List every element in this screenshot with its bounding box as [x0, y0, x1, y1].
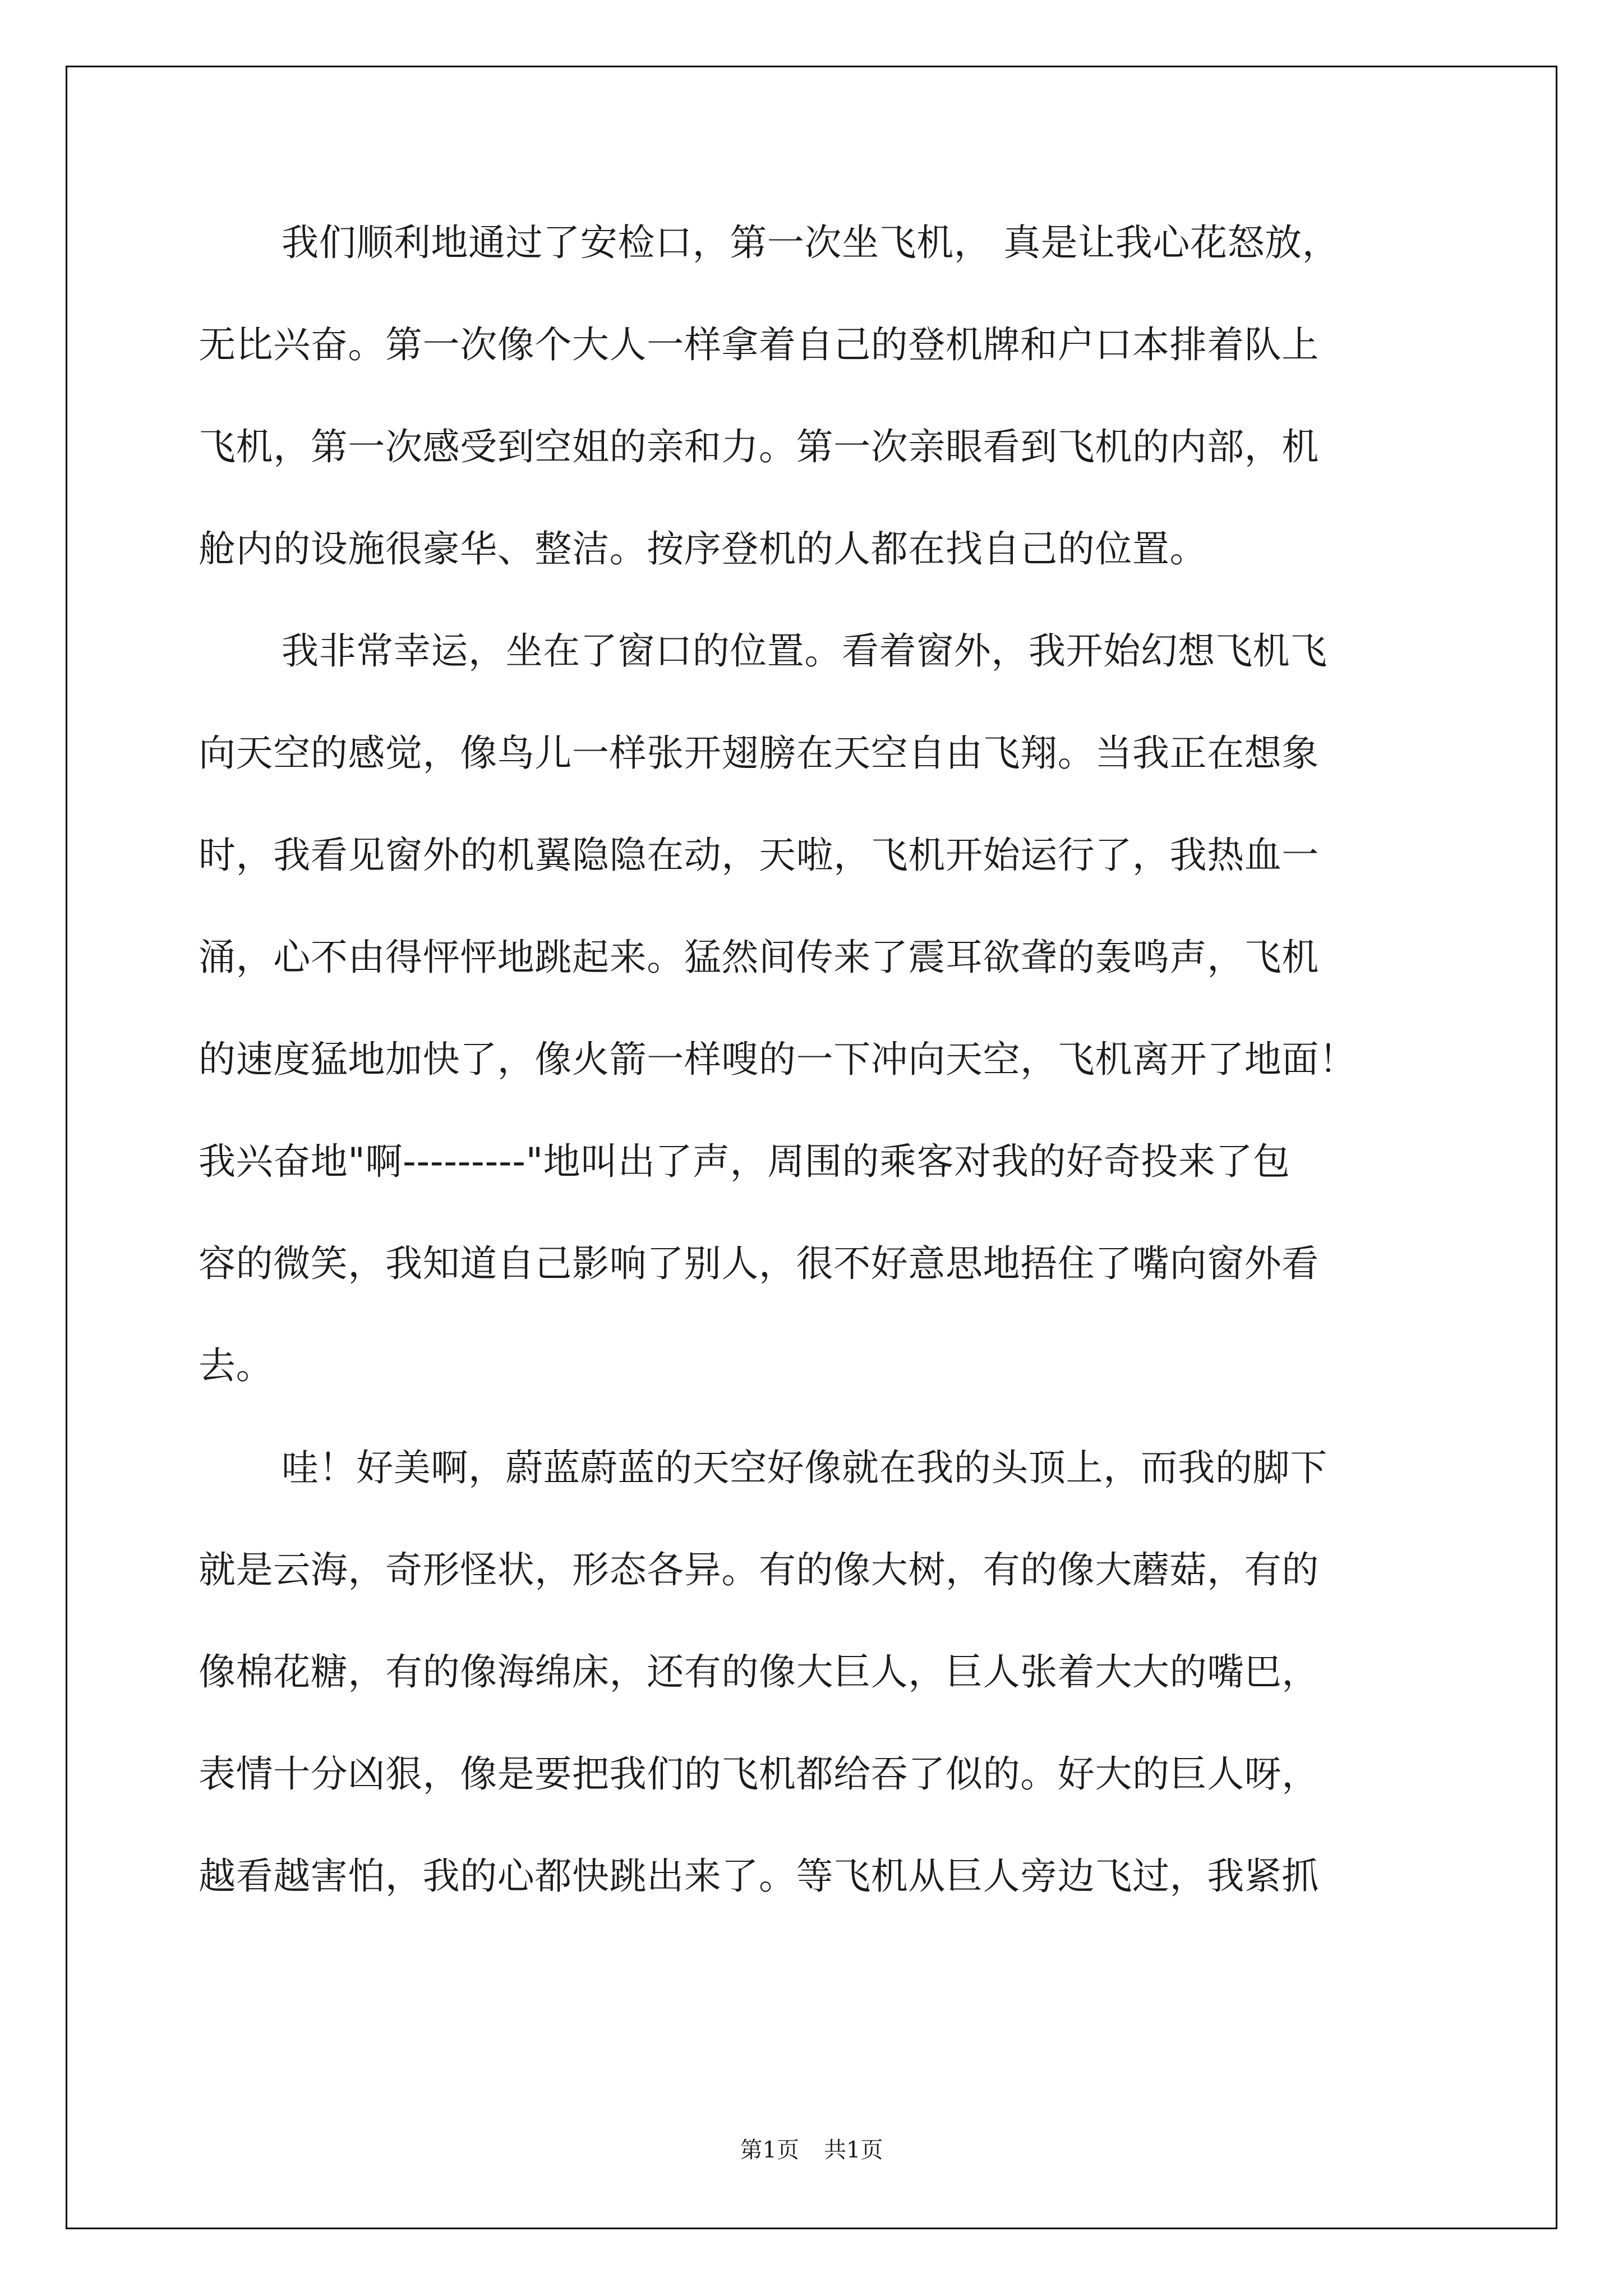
paragraph-2-line-2: 向天空的感觉，像鸟儿一样张开翅膀在天空自由飞翔。当我正在想象: [199, 731, 1319, 775]
paragraph-3-line-2: 就是云海，奇形怪状，形态各异。有的像大树，有的像大蘑菇，有的: [199, 1548, 1319, 1591]
paragraph-1-line-3: 飞机，第一次感受到空姐的亲和力。第一次亲眼看到飞机的内部，机: [199, 425, 1319, 468]
paragraph-2-line-4: 涌，心不由得怦怦地跳起来。猛然间传来了震耳欲聋的轰鸣声，飞机: [199, 936, 1319, 979]
paragraph-2-line-8: 去。: [199, 1344, 274, 1387]
page-footer: [0, 2136, 1623, 2164]
page-number: 第1页: [740, 2137, 799, 2163]
paragraph-2-line-1: 我非常幸运，坐在了窗口的位置。看着窗外，我开始幻想飞机飞: [282, 629, 1327, 673]
paragraph-3-line-5: 越看越害怕，我的心都快跳出来了。等飞机从巨人旁边飞过，我紧抓: [199, 1855, 1319, 1898]
paragraph-2-line-3: 时，我看见窗外的机翼隐隐在动，天啦，飞机开始运行了，我热血一: [199, 834, 1319, 877]
paragraph-2-line-7: 容的微笑，我知道自己影响了别人，很不好意思地捂住了嘴向窗外看: [199, 1242, 1319, 1285]
paragraph-1-line-4: 舱内的设施很豪华、整洁。按序登机的人都在找自己的位置。: [199, 527, 1207, 570]
page-total: 共1页: [824, 2137, 883, 2163]
paragraph-3-line-1: 哇！好美啊，蔚蓝蔚蓝的天空好像就在我的头顶上，而我的脚下: [282, 1446, 1327, 1489]
paragraph-2-line-6: 我兴奋地"啊---------"地叫出了声，周围的乘客对我的好奇投来了包: [199, 1140, 1290, 1183]
paragraph-1-line-2: 无比兴奋。第一次像个大人一样拿着自己的登机牌和户口本排着队上: [199, 323, 1319, 366]
paragraph-3-line-4: 表情十分凶狠，像是要把我们的飞机都给吞了似的。好大的巨人呀，: [199, 1752, 1319, 1796]
paragraph-2-line-5: 的速度猛地加快了，像火箭一样嗖的一下冲向天空，飞机离开了地面！: [199, 1038, 1357, 1081]
paragraph-1-line-1: 我们顺利地通过了安检口，第一次坐飞机， 真是让我心花怒放，: [282, 221, 1340, 264]
paragraph-3-line-3: 像棉花糖，有的像海绵床，还有的像大巨人，巨人张着大大的嘴巴，: [199, 1650, 1319, 1694]
